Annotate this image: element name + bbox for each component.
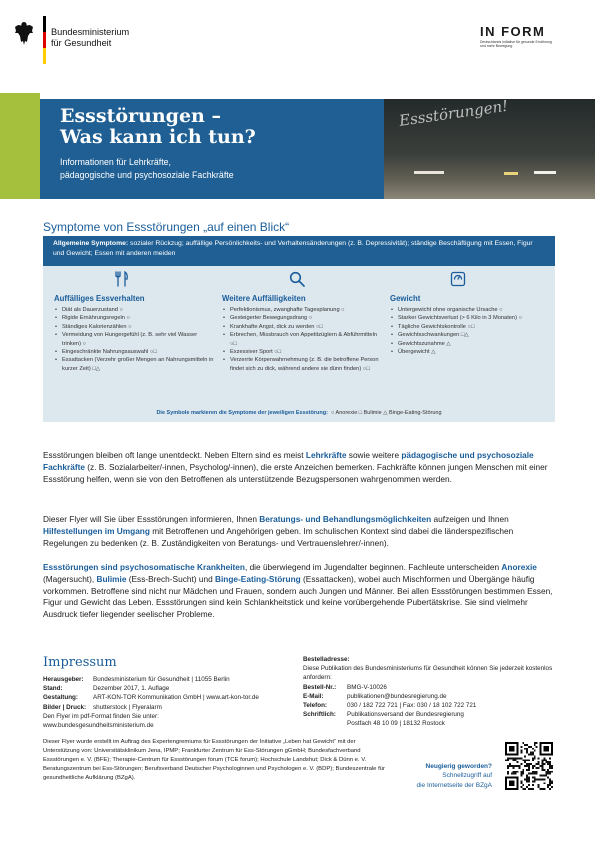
magnifier-icon [289,271,305,287]
impressum-block [43,675,293,730]
table-row [303,692,476,701]
paragraph-text: (z. B. Sozialarbeiter/-innen, Psycholog/-innen), die erste Anzeichen bemerken. Fachkräfte können jungen Menschen mit einer Essstörung helfen, wenn sie von den Betroffenen als unterstützende Bezugspersonen wahrgenommen werden. [43,461,548,484]
table-row [303,701,476,710]
qr-caption-line-2: Schnellzugriff auf [442,772,492,780]
inform-sub-line-1: Deutschlands Initiative für gesunde Ernährung [480,40,552,44]
table-row [43,693,259,702]
column-heading: Weitere Auffälligkeiten [222,294,306,303]
federal-eagle-icon [14,20,34,46]
subtitle-line-1: Informationen für Lehrkräfte, [60,157,171,167]
chalk-writing: Essstörungen! [398,96,510,130]
legend-label: Die Symbole markieren die Symptome der jeweiligen Essstörung: [156,410,328,416]
list-item: • Tägliche Gewichtskontrolle ○□ [390,323,540,331]
impressum-value: Dezember 2017, 1. Auflage [93,685,170,693]
title-line-2: Was kann ich tun? [60,126,256,148]
list-item: • Erbrechen, Missbrauch von Appetitzüglern & Abführmitteln ○□ [222,331,382,348]
highlighted-text: Bulimie [96,573,127,584]
inform-logo-word: IN FORM [480,24,546,39]
paragraph-text: (Ess-Brech-Sucht) und [126,573,215,584]
subtitle-line-2: pädagogische und psychosoziale Fachkräfte [60,170,234,180]
highlighted-text: Anorexie [501,562,537,572]
order-key: E-Mail: [303,692,324,700]
german-flag-bar [43,16,46,64]
impressum-value: ART-KON-TOR Kommunikation GmbH | www.art-kon-tor.de [93,694,259,702]
paragraph-text: , die überwiegend im Jugendalter beginnen. Fachleute unterscheiden [244,562,502,572]
symptom-list [390,306,540,356]
ministry-line-2: für Gesundheit [51,38,112,48]
order-intro: Diese Publikation des Bundesministeriums für Gesundheit können Sie jederzeit kostenlos anfordern: [303,665,553,682]
footnote: Dieser Flyer wurde erstellt im Auftrag des Expertengremiums für Essstörungen der Initiative „Leben hat Gewicht“ mit der Unterstützung von: Universitätsklinikum Jena, IPMP; Frankfurter Zentrum für Ess-Störungen gGmbH; Bundesfachverband Essstörungen e. V. (BFE); Therapie-Centrum für Essstörungen forum (TCE forum); Hochschule Landshut; Dick & Dünn e. V. Beratungszentrum bei Ess-Störungen; Berufsverband Deutscher Psychologinnen und Psychologen e. V. (BDP); Bundeszentrale für gesundheitliche Aufklärung (BZgA). [43,739,385,782]
paragraph-text: aufzeigen und Ihnen [431,514,509,524]
list-item: • Gewichtszunahme △ [390,340,540,348]
inform-sub-line-2: und mehr Bewegung [480,44,513,49]
order-value: BMG-V-10026 [347,683,387,691]
symptoms-heading: Symptome von Essstörungen „auf einen Blick“ [43,220,290,234]
general-symptoms-text: sozialer Rückzug; auffällige Persönlichkeits- und Verhaltensänderungen (z. B. Depressivität); ständige Beschäftigung mit Essen, Figur und Gewicht; Essen mit anderen meiden [53,240,533,257]
impressum-key: Bilder | Druck: [43,703,87,711]
impressum-value: shutterstock | Flyeralarm [93,703,162,711]
highlighted-text: Lehrkräfte [305,450,347,460]
list-item: • Untergewicht ohne organische Ursache ○ [390,306,540,314]
symptom-list [222,306,382,373]
title-line-1: Essstörungen – [60,105,221,127]
order-value: Publikationsversand der Bundesregierung [347,711,464,719]
list-item: • Eingeschränkte Nahrungsauswahl ○□ [54,348,214,356]
list-item: • Starker Gewichtsverlust (> 6 Kilo in 3 Monaten) ○ [390,314,540,322]
legend-items: ○ Anorexie □ Bulimie △ Binge-Eating-Störung [331,410,442,416]
list-item: • Ständiges Kalorienzählen ○ [54,323,214,331]
order-value: 030 / 182 722 721 | Fax: 030 / 18 102 722 721 [347,702,477,710]
general-symptoms-label: Allgemeine Symptome: [53,240,129,247]
impressum-value: Bundesministerium für Gesundheit | 11055 Berlin [93,676,230,683]
body-paragraph-1 [43,450,555,485]
order-address-block [303,655,555,729]
general-symptoms-box [43,236,555,266]
impressum-table [43,675,259,712]
table-row [303,710,476,719]
list-item: • Gesteigerter Bewegungsdrang ○ [222,314,382,322]
paragraph-text: Essstörungen bleiben oft lange unentdeckt. Neben Eltern sind es meist [43,450,306,460]
green-accent-bar [0,93,40,199]
scale-icon [450,271,466,287]
impressum-key: Stand: [43,685,63,693]
order-title: Bestelladresse: [303,656,350,663]
order-key: Bestell-Nr.: [303,683,337,691]
email-link[interactable]: publikationen@bundesregierung.de [347,692,447,700]
list-item: • Gewichtsschwankungen □△ [390,331,540,339]
pdf-link[interactable]: www.bundesgesundheitsministerium.de [43,722,154,730]
page-title [60,106,256,148]
order-key: Schriftlich: [303,711,336,719]
table-row [43,703,259,712]
inform-logo-subtitle [480,40,552,48]
page-subtitle [60,156,234,182]
qr-code-icon[interactable] [505,742,553,790]
list-item: • Exzessiver Sport ○□ [222,348,382,356]
symbol-legend [43,410,555,416]
list-item: • Diät als Dauerzustand ○ [54,306,214,314]
qr-caption [404,762,492,790]
inform-logo [480,25,552,48]
paragraph-text: Dieser Flyer will Sie über Essstörungen informieren, Ihnen [43,514,260,524]
qr-caption-line-3: die Internetseite der BZgA [416,781,492,789]
list-item: • Essattacken (Verzehr großer Mengen an Nahrungsmitteln in kurzer Zeit) □△ [54,356,214,373]
qr-caption-line-1: Neugierig geworden? [425,763,492,770]
symptom-list [54,306,214,373]
chalk-piece [534,171,556,174]
highlighted-text: pädagogische und psychosoziale Fachkräfte [43,450,534,472]
list-item: • Verzerrte Körperwahrnehmung (z. B. die betroffene Person findet sich zu dick, während andere sie dünn finden) ○□ [222,356,382,373]
body-paragraph-2 [43,514,555,549]
paragraph-text: mit Betroffenen und Angehörigen geben. Im schulischen Kontext sind dabei die länderspezifischen Regelungen zu bedenken (z. B. Zuständigkeiten von Beratungs- und Vertrauenslehrer/-innen). [43,525,514,548]
order-table [303,683,476,729]
column-heading: Auffälliges Essverhalten [54,294,145,303]
body-paragraph-3 [43,562,555,621]
table-row [303,683,476,692]
column-heading: Gewicht [390,294,421,303]
highlighted-text: Hilfestellungen im Umgang [43,525,150,536]
paragraph-text: sowie weitere [346,450,402,460]
order-value: Postfach 48 10 09 | 18132 Rostock [347,720,445,728]
impressum-key: Gestaltung: [43,694,78,702]
chalk-piece [414,171,444,174]
impressum-key: Herausgeber: [43,676,84,683]
order-key [303,719,347,728]
ministry-name [51,27,129,49]
cutlery-icon [114,271,130,287]
ministry-line-1: Bundesministerium [51,27,130,37]
highlighted-text: Beratungs- und Behandlungsmöglichkeiten [259,514,432,524]
list-item: • Perfektionismus, zwanghafte Tagesplanung ○ [222,306,382,314]
highlighted-text: Binge-Eating-Störung [214,573,301,584]
list-item: • Krankhafte Angst, dick zu werden ○□ [222,323,382,331]
list-item: • Rigide Ernährungsregeln ○ [54,314,214,322]
pdf-note: Den Flyer im pdf-Format finden Sie unter: [43,712,159,720]
list-item: • Übergewicht △ [390,348,540,356]
highlighted-text: Essstörungen sind psychosomatische Krankheiten [43,562,245,572]
table-row [43,684,259,693]
table-row [303,719,476,728]
paragraph-text: (Magersucht), [43,573,97,584]
impressum-title: Impressum [43,655,117,670]
paragraph-text: (Essattacken), wobei auch Mischformen und Übergänge häufig vorkommen. Betroffene sind nicht nur Mädchen und Frauen, sondern auch Jungen und Männer. Bei allen Essstörungen bestimmen Essen, Figur und Gewicht das Leben. Essstörungen sind kein Schlankheitstick und keine vorübergehende Pubertätskrise. Sie sind vielmehr Ausdruck tiefer liegender seelischer Probleme. [43,573,553,620]
order-key: Telefon: [303,702,328,710]
table-row [43,675,259,684]
list-item: • Vermeidung von Hungergefühl (z. B. sehr viel Wasser trinken) ○ [54,331,214,348]
chalk-piece [504,172,518,175]
